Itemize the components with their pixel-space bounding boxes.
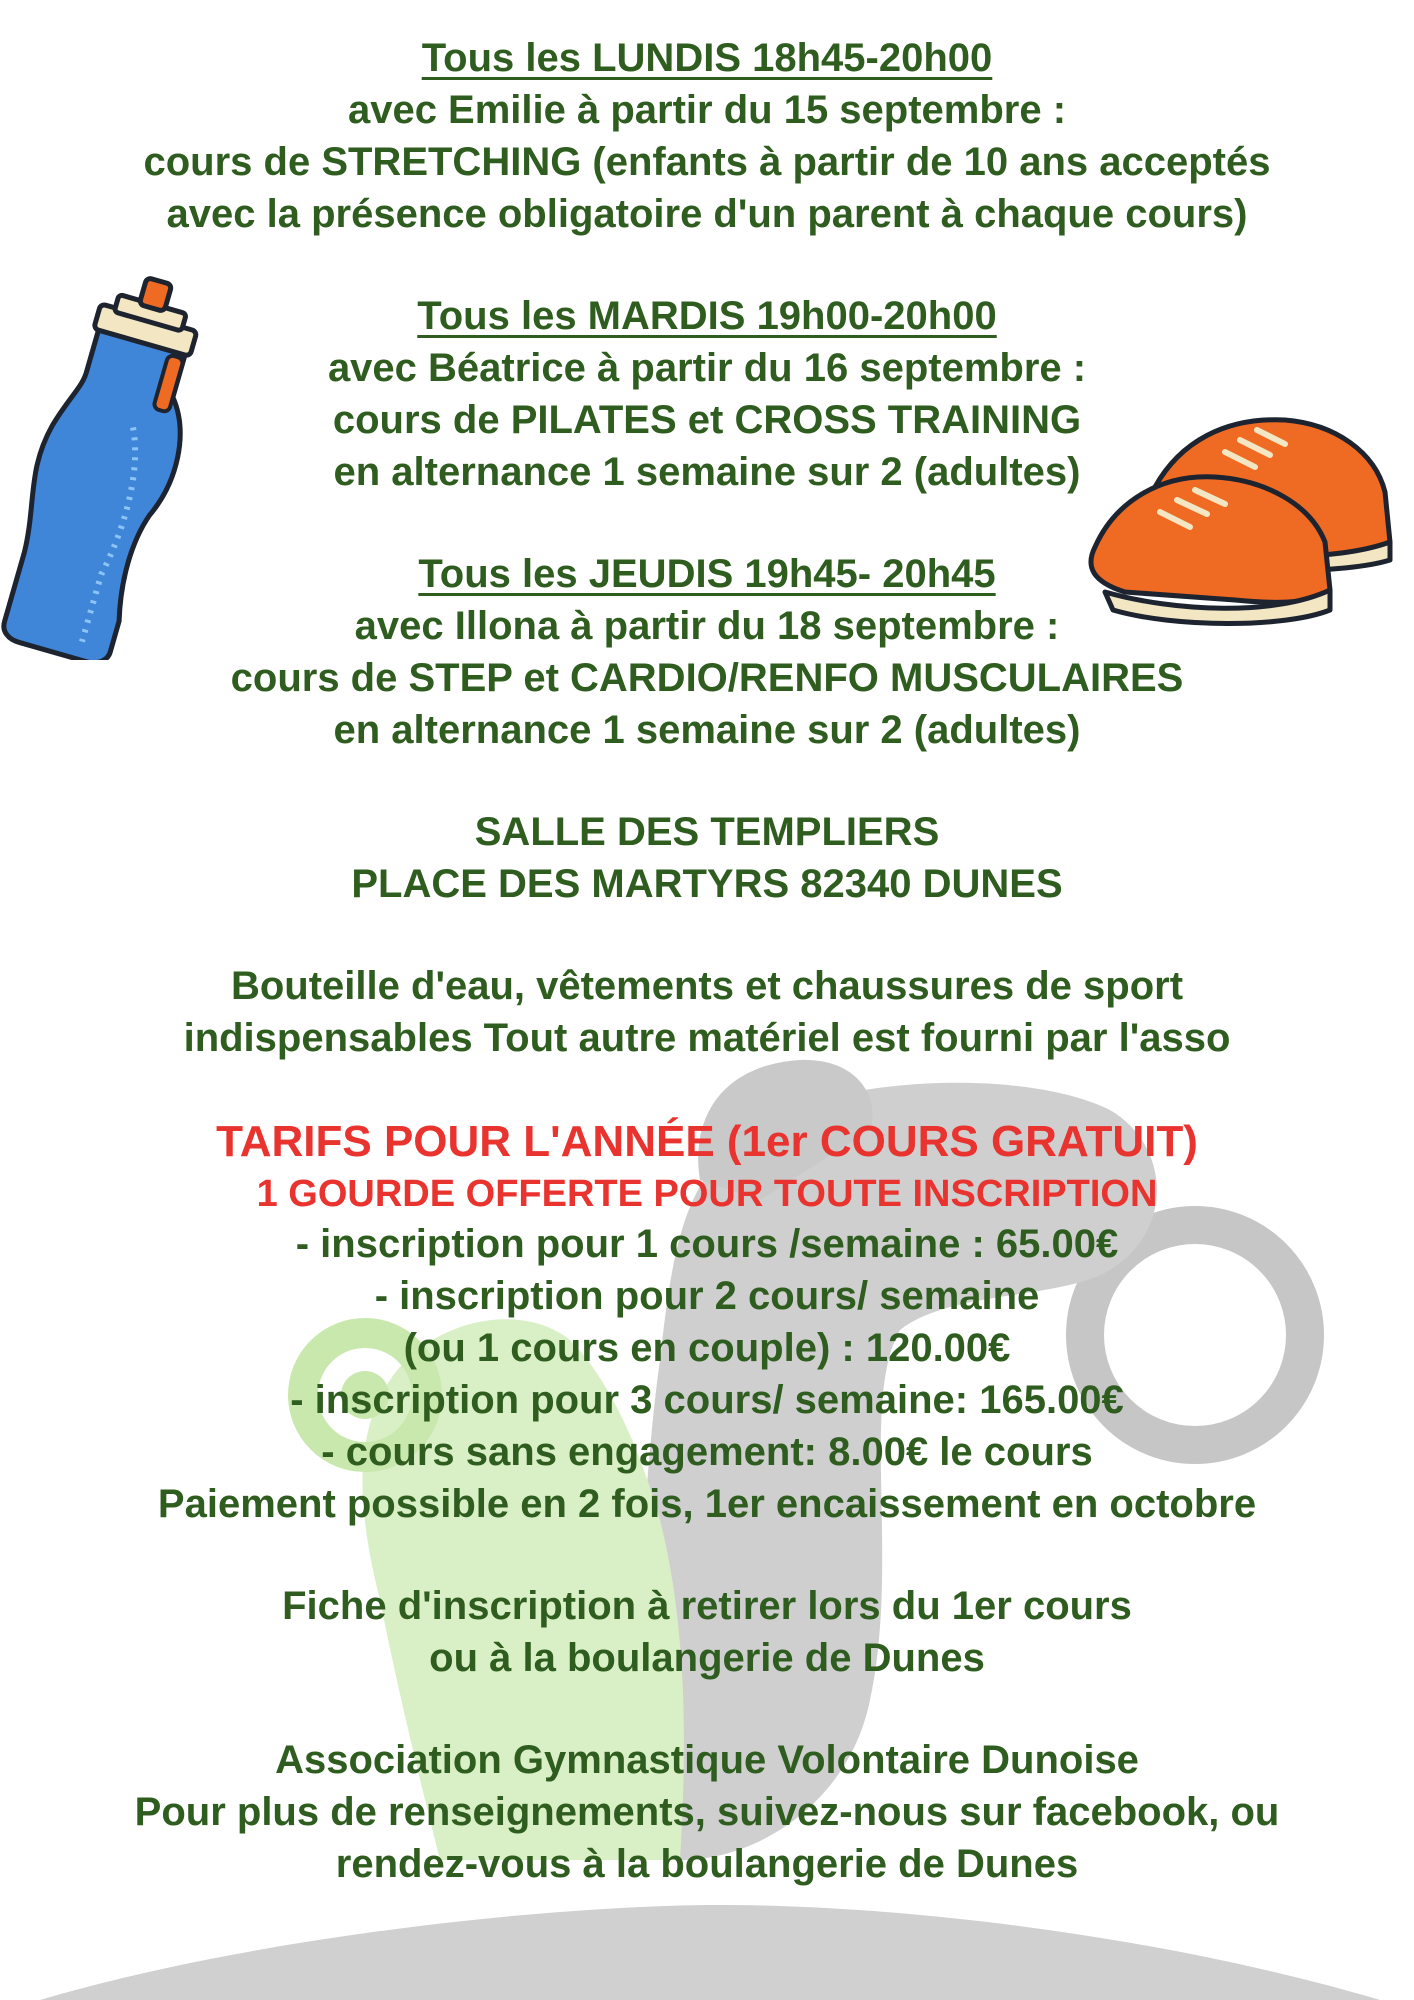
association-name: Association Gymnastique Volontaire Dunoise: [275, 1738, 1139, 1782]
pricing-section: [0, 1114, 1414, 1530]
pricing-title: TARIFS POUR L'ANNÉE (1er COURS GRATUIT): [216, 1117, 1198, 1166]
course-line: en alternance 1 semaine sur 2 (adultes): [333, 450, 1081, 494]
course-heading: Tous les LUNDIS 18h45-20h00: [421, 36, 993, 80]
pricing-item: - inscription pour 1 cours /semaine : 65.00€: [295, 1222, 1119, 1266]
flyer-content: [0, 32, 1414, 1940]
registration-line: Fiche d'inscription à retirer lors du 1er cours: [282, 1584, 1132, 1628]
course-heading: Tous les MARDIS 19h00-20h00: [417, 294, 997, 338]
course-thursday: [0, 548, 1414, 756]
equipment-line: Bouteille d'eau, vêtements et chaussures de sport: [230, 964, 1184, 1008]
registration-line: ou à la boulangerie de Dunes: [429, 1636, 985, 1680]
course-line: cours de STRETCHING (enfants à partir de 10 ans acceptés: [143, 140, 1271, 184]
course-monday: [0, 32, 1414, 240]
pricing-item: (ou 1 cours en couple) : 120.00€: [403, 1326, 1011, 1370]
course-line: avec Emilie à partir du 15 septembre :: [347, 88, 1067, 132]
course-line: cours de STEP et CARDIO/RENFO MUSCULAIRES: [230, 656, 1184, 700]
association-info: [0, 1734, 1414, 1890]
course-line: cours de PILATES et CROSS TRAINING: [332, 398, 1082, 442]
association-line: Pour plus de renseignements, suivez-nous sur facebook, ou: [134, 1790, 1280, 1834]
pricing-offer: 1 GOURDE OFFERTE POUR TOUTE INSCRIPTION: [256, 1173, 1158, 1215]
venue-street: PLACE DES MARTYRS 82340 DUNES: [351, 862, 1063, 906]
payment-note: Paiement possible en 2 fois, 1er encaissement en octobre: [157, 1482, 1257, 1526]
course-line: avec la présence obligatoire d'un parent à chaque cours): [166, 192, 1248, 236]
equipment-note: [0, 960, 1414, 1064]
course-line: avec Illona à partir du 18 septembre :: [354, 604, 1060, 648]
course-heading: Tous les JEUDIS 19h45- 20h45: [418, 552, 996, 596]
course-tuesday: [0, 290, 1414, 498]
registration-note: [0, 1580, 1414, 1684]
pricing-item: - inscription pour 2 cours/ semaine: [374, 1274, 1040, 1318]
venue-name: SALLE DES TEMPLIERS: [474, 810, 940, 854]
course-line: avec Béatrice à partir du 16 septembre :: [327, 346, 1087, 390]
course-line: en alternance 1 semaine sur 2 (adultes): [333, 708, 1081, 752]
pricing-item: - cours sans engagement: 8.00€ le cours: [321, 1430, 1093, 1474]
association-line: rendez-vous à la boulangerie de Dunes: [335, 1842, 1079, 1886]
equipment-line: indispensables Tout autre matériel est fourni par l'asso: [183, 1016, 1231, 1060]
pricing-item: - inscription pour 3 cours/ semaine: 165.00€: [290, 1378, 1124, 1422]
venue-address: [0, 806, 1414, 910]
